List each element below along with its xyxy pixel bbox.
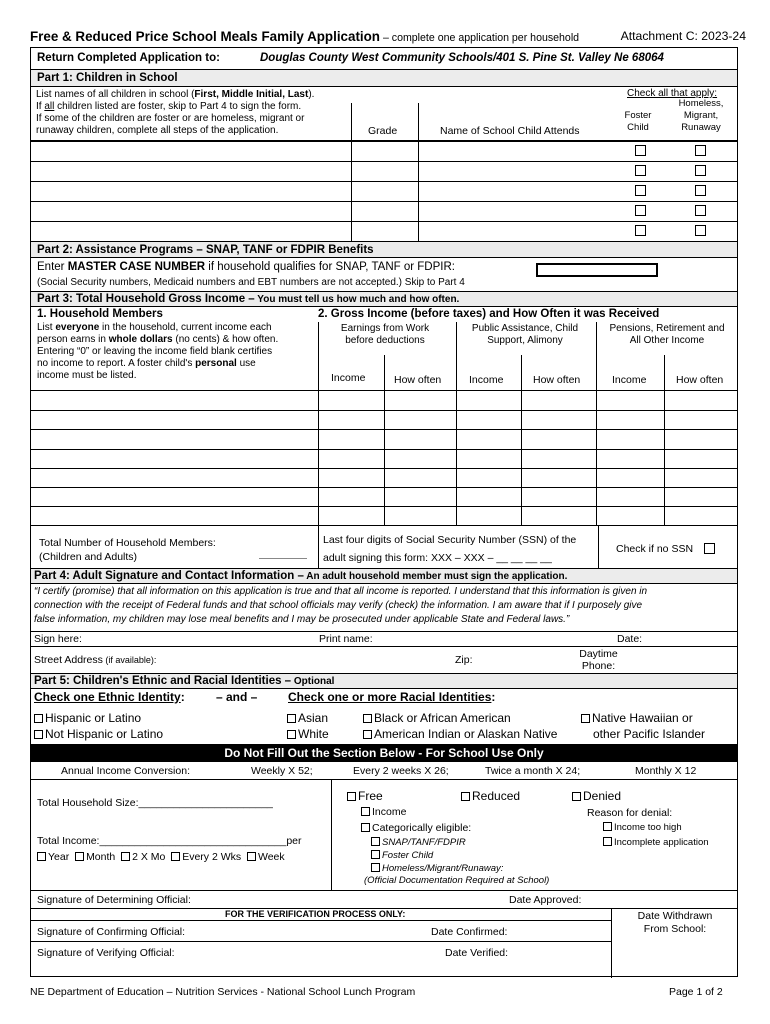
earnings-header: Earnings from Work before deductions bbox=[340, 323, 430, 346]
members-title: 1. Household Members bbox=[37, 308, 163, 320]
child-row[interactable] bbox=[31, 141, 737, 161]
asian-checkbox[interactable] bbox=[287, 714, 296, 723]
part1-title: Part 1: Children in School bbox=[37, 72, 178, 84]
child-row[interactable] bbox=[31, 201, 737, 221]
foster-checkbox[interactable] bbox=[635, 165, 646, 176]
return-row bbox=[31, 48, 737, 70]
american-indian-checkbox[interactable] bbox=[363, 730, 372, 739]
confirming-official-label: Signature of Confirming Official: bbox=[37, 926, 186, 938]
every-2-wks-option[interactable]: Every 2 Wks bbox=[171, 851, 241, 863]
form-subtitle: – complete one application per household bbox=[380, 32, 580, 44]
and-label: – and – bbox=[216, 690, 258, 704]
hawaiian-option[interactable]: Native Hawaiian or bbox=[581, 711, 693, 725]
part2-body bbox=[31, 258, 737, 292]
hawaiian-checkbox[interactable] bbox=[581, 714, 590, 723]
children-table bbox=[31, 141, 737, 241]
not-hispanic-checkbox[interactable] bbox=[34, 730, 43, 739]
footer-left: NE Department of Education – Nutrition Services - National School Lunch Program bbox=[30, 986, 416, 998]
verifying-official-label: Signature of Verifying Official: bbox=[37, 947, 175, 959]
part1-header bbox=[31, 70, 737, 87]
hispanic-option[interactable]: Hispanic or Latino bbox=[34, 711, 141, 725]
categorical-option[interactable]: Categorically eligible: bbox=[361, 822, 471, 834]
black-option[interactable]: Black or African American bbox=[363, 711, 511, 725]
weekly-label: Weekly X 52; bbox=[251, 765, 313, 777]
total-members-input[interactable] bbox=[259, 558, 307, 559]
income-header-3: Income bbox=[612, 374, 647, 386]
col-grade: Grade bbox=[368, 125, 398, 137]
no-ssn-checkbox[interactable] bbox=[704, 543, 715, 554]
date-withdrawn-label: Date Withdrawn From School: bbox=[637, 910, 713, 935]
income-option[interactable]: Income bbox=[361, 806, 406, 818]
part5-title: Part 5: Children's Ethnic and Racial Identities – Optional bbox=[34, 675, 335, 687]
household-size-field[interactable]: Total Household Size:_______________________ bbox=[37, 797, 273, 809]
part1-column-headers bbox=[31, 87, 737, 141]
income-header-1: Income bbox=[331, 372, 366, 384]
twice-month-label: Twice a month X 24; bbox=[485, 765, 581, 777]
how-often-header-1: How often bbox=[394, 374, 442, 386]
verification-label: FOR THE VERIFICATION PROCESS ONLY: bbox=[225, 909, 406, 919]
zip-label: Zip: bbox=[455, 654, 473, 666]
incomplete-option[interactable]: Incomplete application bbox=[603, 837, 709, 848]
school-use-banner: Do Not Fill Out the Section Below - For School Use Only bbox=[31, 745, 737, 762]
street-address-label: Street Address (if available): bbox=[34, 654, 157, 666]
address-row bbox=[31, 647, 737, 674]
snap-option[interactable]: SNAP/TANF/FDPIR bbox=[371, 837, 466, 848]
white-checkbox[interactable] bbox=[287, 730, 296, 739]
week-option[interactable]: Week bbox=[247, 851, 285, 863]
date-verified-label: Date Verified: bbox=[445, 947, 509, 959]
certification bbox=[31, 584, 737, 632]
signature-row bbox=[31, 632, 737, 647]
sign-here-label: Sign here: bbox=[34, 633, 82, 645]
application-form bbox=[30, 47, 738, 977]
case-number-label: Enter MASTER CASE NUMBER if household qualifies for SNAP, TANF or FDPIR: bbox=[37, 261, 455, 273]
members-instructions: List everyone in the household, current income each person earns in whole dollars (no cents) & how often. Entering “0” or leaving the income field blank certifies no income to report. A foster child's personal use income must be listed. bbox=[37, 322, 279, 381]
denied-option[interactable]: Denied bbox=[572, 789, 621, 803]
asian-option[interactable]: Asian bbox=[287, 711, 328, 725]
ssn-label: Last four digits of Social Security Number (SSN) of the adult signing this form: XXX – XXX – __ __ __ __ bbox=[323, 534, 577, 564]
homeless-checkbox[interactable] bbox=[695, 205, 706, 216]
determining-official-label: Signature of Determining Official: bbox=[37, 894, 191, 906]
date-confirmed-label: Date Confirmed: bbox=[431, 926, 508, 938]
homeless-checkbox[interactable] bbox=[695, 225, 706, 236]
ethnic-label: Check one Ethnic Identity: bbox=[34, 690, 185, 704]
form-header bbox=[30, 29, 746, 46]
part4-title: Part 4: Adult Signature and Contact Information – An adult household member must sign the application. bbox=[34, 570, 568, 582]
reduced-option[interactable]: Reduced bbox=[461, 789, 520, 803]
hispanic-checkbox[interactable] bbox=[34, 714, 43, 723]
total-members-label: Total Number of Household Members: (Children and Adults) bbox=[39, 537, 216, 563]
part5-body bbox=[31, 689, 737, 745]
part2-title: Part 2: Assistance Programs – SNAP, TANF or FDPIR Benefits bbox=[37, 244, 374, 256]
page-number: Page 1 of 2 bbox=[669, 986, 723, 998]
hawaiian-option-line2: other Pacific Islander bbox=[593, 727, 706, 741]
black-checkbox[interactable] bbox=[363, 714, 372, 723]
homeless-checkbox[interactable] bbox=[695, 145, 706, 156]
print-name-label: Print name: bbox=[319, 633, 373, 645]
two-weeks-label: Every 2 weeks X 26; bbox=[353, 765, 449, 777]
official-doc-note: (Official Documentation Required at School) bbox=[364, 875, 550, 886]
total-income-field[interactable]: Total Income:________________________________per bbox=[37, 835, 302, 847]
conversion-label: Annual Income Conversion: bbox=[61, 765, 190, 777]
monthly-label: Monthly X 12 bbox=[635, 765, 697, 777]
check-all-label: Check all that apply: bbox=[627, 88, 718, 99]
homeless-option[interactable]: Homeless/Migrant/Runaway: bbox=[371, 863, 503, 874]
part3-header bbox=[31, 292, 737, 307]
pensions-header: Pensions, Retirement and All Other Income bbox=[609, 323, 725, 346]
income-header-2: Income bbox=[469, 374, 504, 386]
part3-totals bbox=[31, 525, 737, 569]
how-often-header-3: How often bbox=[676, 374, 724, 386]
white-option[interactable]: White bbox=[287, 727, 329, 741]
form-title: Free & Reduced Price School Meals Family Application bbox=[30, 29, 380, 44]
foster-checkbox[interactable] bbox=[635, 145, 646, 156]
homeless-checkbox[interactable] bbox=[695, 165, 706, 176]
determining-row bbox=[31, 891, 737, 909]
school-determination bbox=[31, 780, 737, 891]
certification-text: “I certify (promise) that all information on this application is true and that all income is reported. I understand that this information is given in connection with the receipt of Federal funds and that school officials may verify (check) the information. I am aware that if I purposely give false information, my children may lose meal benefits and I may be prosecuted under applicable State and Federal laws.” bbox=[34, 586, 648, 625]
col-foster: Foster Child bbox=[624, 110, 652, 133]
case-number-input[interactable] bbox=[536, 263, 658, 277]
child-row[interactable] bbox=[31, 161, 737, 181]
foster-checkbox[interactable] bbox=[635, 225, 646, 236]
return-address: Douglas County West Community Schools/401 S. Pine St. Valley Ne 68064 bbox=[260, 52, 664, 64]
attachment-label: Attachment C: 2023-24 bbox=[620, 29, 746, 43]
how-often-header-2: How often bbox=[533, 374, 581, 386]
daytime-phone-label: Daytime Phone: bbox=[579, 648, 618, 672]
part4-header bbox=[31, 569, 737, 584]
income-too-high-option[interactable]: Income too high bbox=[603, 822, 682, 833]
case-number-note: (Social Security numbers, Medicaid numbers and EBT numbers are not accepted.) Skip to Part 4 bbox=[37, 277, 465, 288]
month-option[interactable]: Month bbox=[75, 851, 115, 863]
date-label: Date: bbox=[617, 633, 643, 645]
public-assist-header: Public Assistance, Child Support, Alimony bbox=[471, 323, 579, 346]
part2-header bbox=[31, 241, 737, 258]
no-ssn-label: Check if no SSN bbox=[616, 543, 694, 555]
reason-denial-label: Reason for denial: bbox=[587, 807, 673, 819]
date-approved-label: Date Approved: bbox=[509, 894, 582, 906]
foster-option[interactable]: Foster Child bbox=[371, 850, 433, 861]
conversion-row bbox=[31, 762, 737, 780]
homeless-checkbox[interactable] bbox=[695, 185, 706, 196]
2xmo-option[interactable]: 2 X Mo bbox=[121, 851, 165, 863]
year-option[interactable]: Year bbox=[37, 851, 69, 863]
col-homeless: Homeless, Migrant, Runaway bbox=[678, 98, 724, 133]
american-indian-option[interactable]: American Indian or Alaskan Native bbox=[363, 727, 557, 741]
gross-title: 2. Gross Income (before taxes) and How Often it was Received bbox=[318, 308, 660, 320]
foster-checkbox[interactable] bbox=[635, 205, 646, 216]
child-row[interactable] bbox=[31, 221, 737, 241]
frequency-options bbox=[37, 851, 285, 863]
col-school: Name of School Child Attends bbox=[440, 125, 580, 137]
part5-header bbox=[31, 674, 737, 689]
part1-instructions: List names of all children in school (First, Middle Initial, Last). If all children listed are foster, skip to Part 4 to sign the form. If some of the children are foster or are homeless, migrant or runaway children, complete all steps of the application. bbox=[36, 89, 315, 136]
child-row[interactable] bbox=[31, 181, 737, 201]
racial-label: Check one or more Racial Identities: bbox=[288, 690, 496, 704]
part3-title: Part 3: Total Household Gross Income – You must tell us how much and how often. bbox=[37, 293, 460, 305]
return-label: Return Completed Application to: bbox=[37, 52, 220, 64]
not-hispanic-option[interactable]: Not Hispanic or Latino bbox=[34, 727, 163, 741]
free-option[interactable]: Free bbox=[347, 789, 383, 803]
foster-checkbox[interactable] bbox=[635, 185, 646, 196]
